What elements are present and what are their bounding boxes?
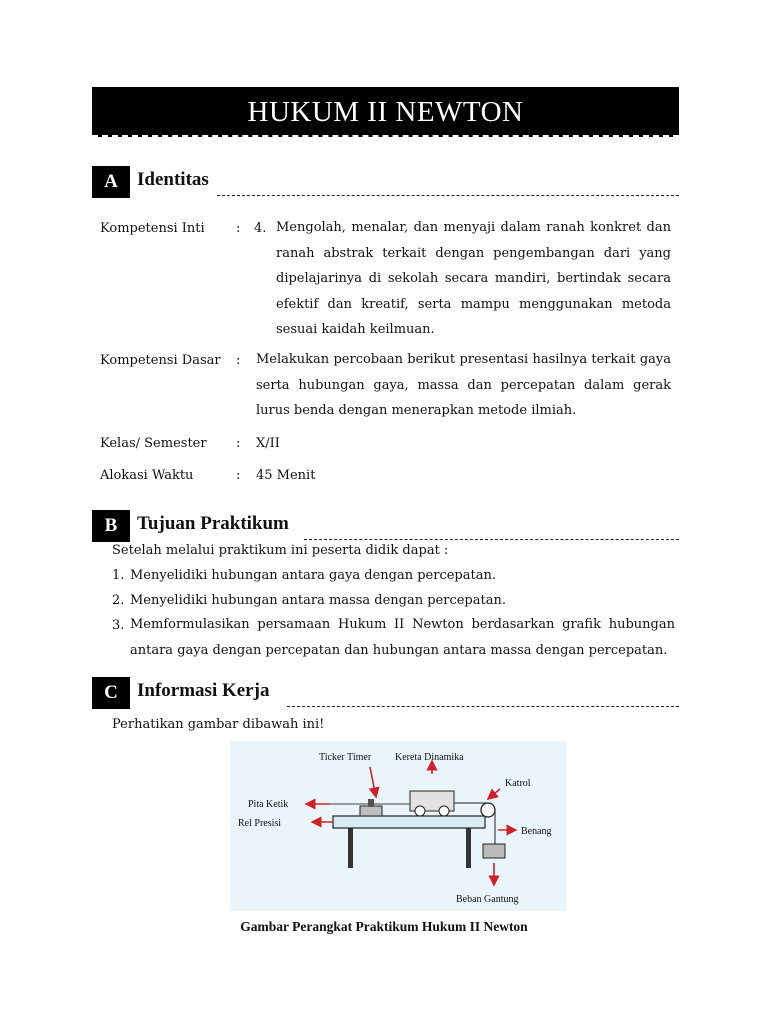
table-leg — [466, 828, 471, 868]
kelas-value: X/II — [256, 436, 280, 451]
tujuan-item: Menyelidiki hubungan antara massa dengan percepatan. — [130, 593, 506, 608]
section-header-identitas — [92, 166, 679, 198]
tujuan-item: Memformulasikan persamaan Hukum II Newton berdasarkan grafik hubungan antara gaya dengan percepatan dan hubungan antara massa dengan percepatan. — [130, 617, 675, 658]
section-rule — [304, 539, 679, 540]
label-kereta-dinamika: Kereta Dinamika — [395, 752, 464, 763]
label-katrol: Katrol — [505, 778, 531, 789]
rail — [333, 816, 485, 828]
ticker-timer-shape — [360, 806, 382, 816]
label-rel-presisi: Rel Presisi — [238, 818, 282, 829]
section-title: Informasi Kerja — [137, 680, 270, 701]
cart-wheel — [415, 806, 425, 816]
section-header-informasi — [92, 677, 679, 709]
tujuan-item-number: 2. — [112, 593, 125, 608]
apparatus-figure — [230, 741, 566, 911]
label-beban-gantung: Beban Gantung — [456, 894, 519, 905]
apparatus-diagram — [230, 741, 566, 911]
waktu-label: Alokasi Waktu — [100, 468, 194, 483]
kelas-label: Kelas/ Semester — [100, 436, 207, 451]
label-pita-ketik: Pita Ketik — [248, 799, 289, 810]
pulley — [481, 803, 495, 817]
tujuan-intro: Setelah melalui praktikum ini peserta didik dapat : — [112, 543, 449, 558]
arrow-katrol — [488, 789, 500, 799]
section-letter: A — [92, 166, 130, 198]
ki-text: Mengolah, menalar, dan menyaji dalam ranah konkret dan ranah abstrak terkait dengan pengembangan dari yang dipelajarinya di sekolah secara mandiri, bertindak secara efektif dan kreatif, serta mampu menggunakan metoda sesuai kaidah keilmuan. — [276, 220, 671, 337]
kd-colon: : — [236, 353, 241, 368]
ticker-timer-top — [368, 799, 374, 807]
kd-label: Kompetensi Dasar — [100, 353, 221, 368]
hanging-mass — [483, 844, 505, 858]
label-ticker-timer: Ticker Timer — [319, 752, 372, 763]
label-benang: Benang — [521, 826, 552, 837]
title-banner — [92, 87, 679, 137]
ki-number: 4. — [254, 221, 267, 236]
section-header-tujuan — [92, 510, 679, 542]
section-letter: C — [92, 677, 130, 709]
section-title: Tujuan Praktikum — [137, 513, 289, 534]
tujuan-item-number: 1. — [112, 568, 125, 583]
kelas-colon: : — [236, 436, 241, 451]
section-title: Identitas — [137, 169, 209, 190]
cart-wheel — [439, 806, 449, 816]
informasi-intro: Perhatikan gambar dibawah ini! — [112, 717, 325, 732]
section-letter: B — [92, 510, 130, 542]
table-leg — [348, 828, 353, 868]
ki-label: Kompetensi Inti — [100, 221, 205, 236]
tujuan-item-number: 3. — [112, 618, 125, 633]
arrow-ticker — [370, 767, 376, 797]
waktu-colon: : — [236, 468, 241, 483]
section-rule — [287, 706, 679, 707]
waktu-value: 45 Menit — [256, 468, 316, 483]
section-rule — [217, 195, 679, 196]
kd-text: Melakukan percobaan berikut presentasi hasilnya terkait gaya serta hubungan gaya, massa dan percepatan dalam gerak lurus benda dengan menerapkan metode ilmiah. — [256, 352, 671, 418]
tujuan-item: Menyelidiki hubungan antara gaya dengan percepatan. — [130, 568, 496, 583]
ki-colon: : — [236, 221, 241, 236]
figure-caption: Gambar Perangkat Praktikum Hukum II Newton — [240, 919, 528, 934]
page-title: HUKUM II NEWTON — [247, 96, 524, 128]
